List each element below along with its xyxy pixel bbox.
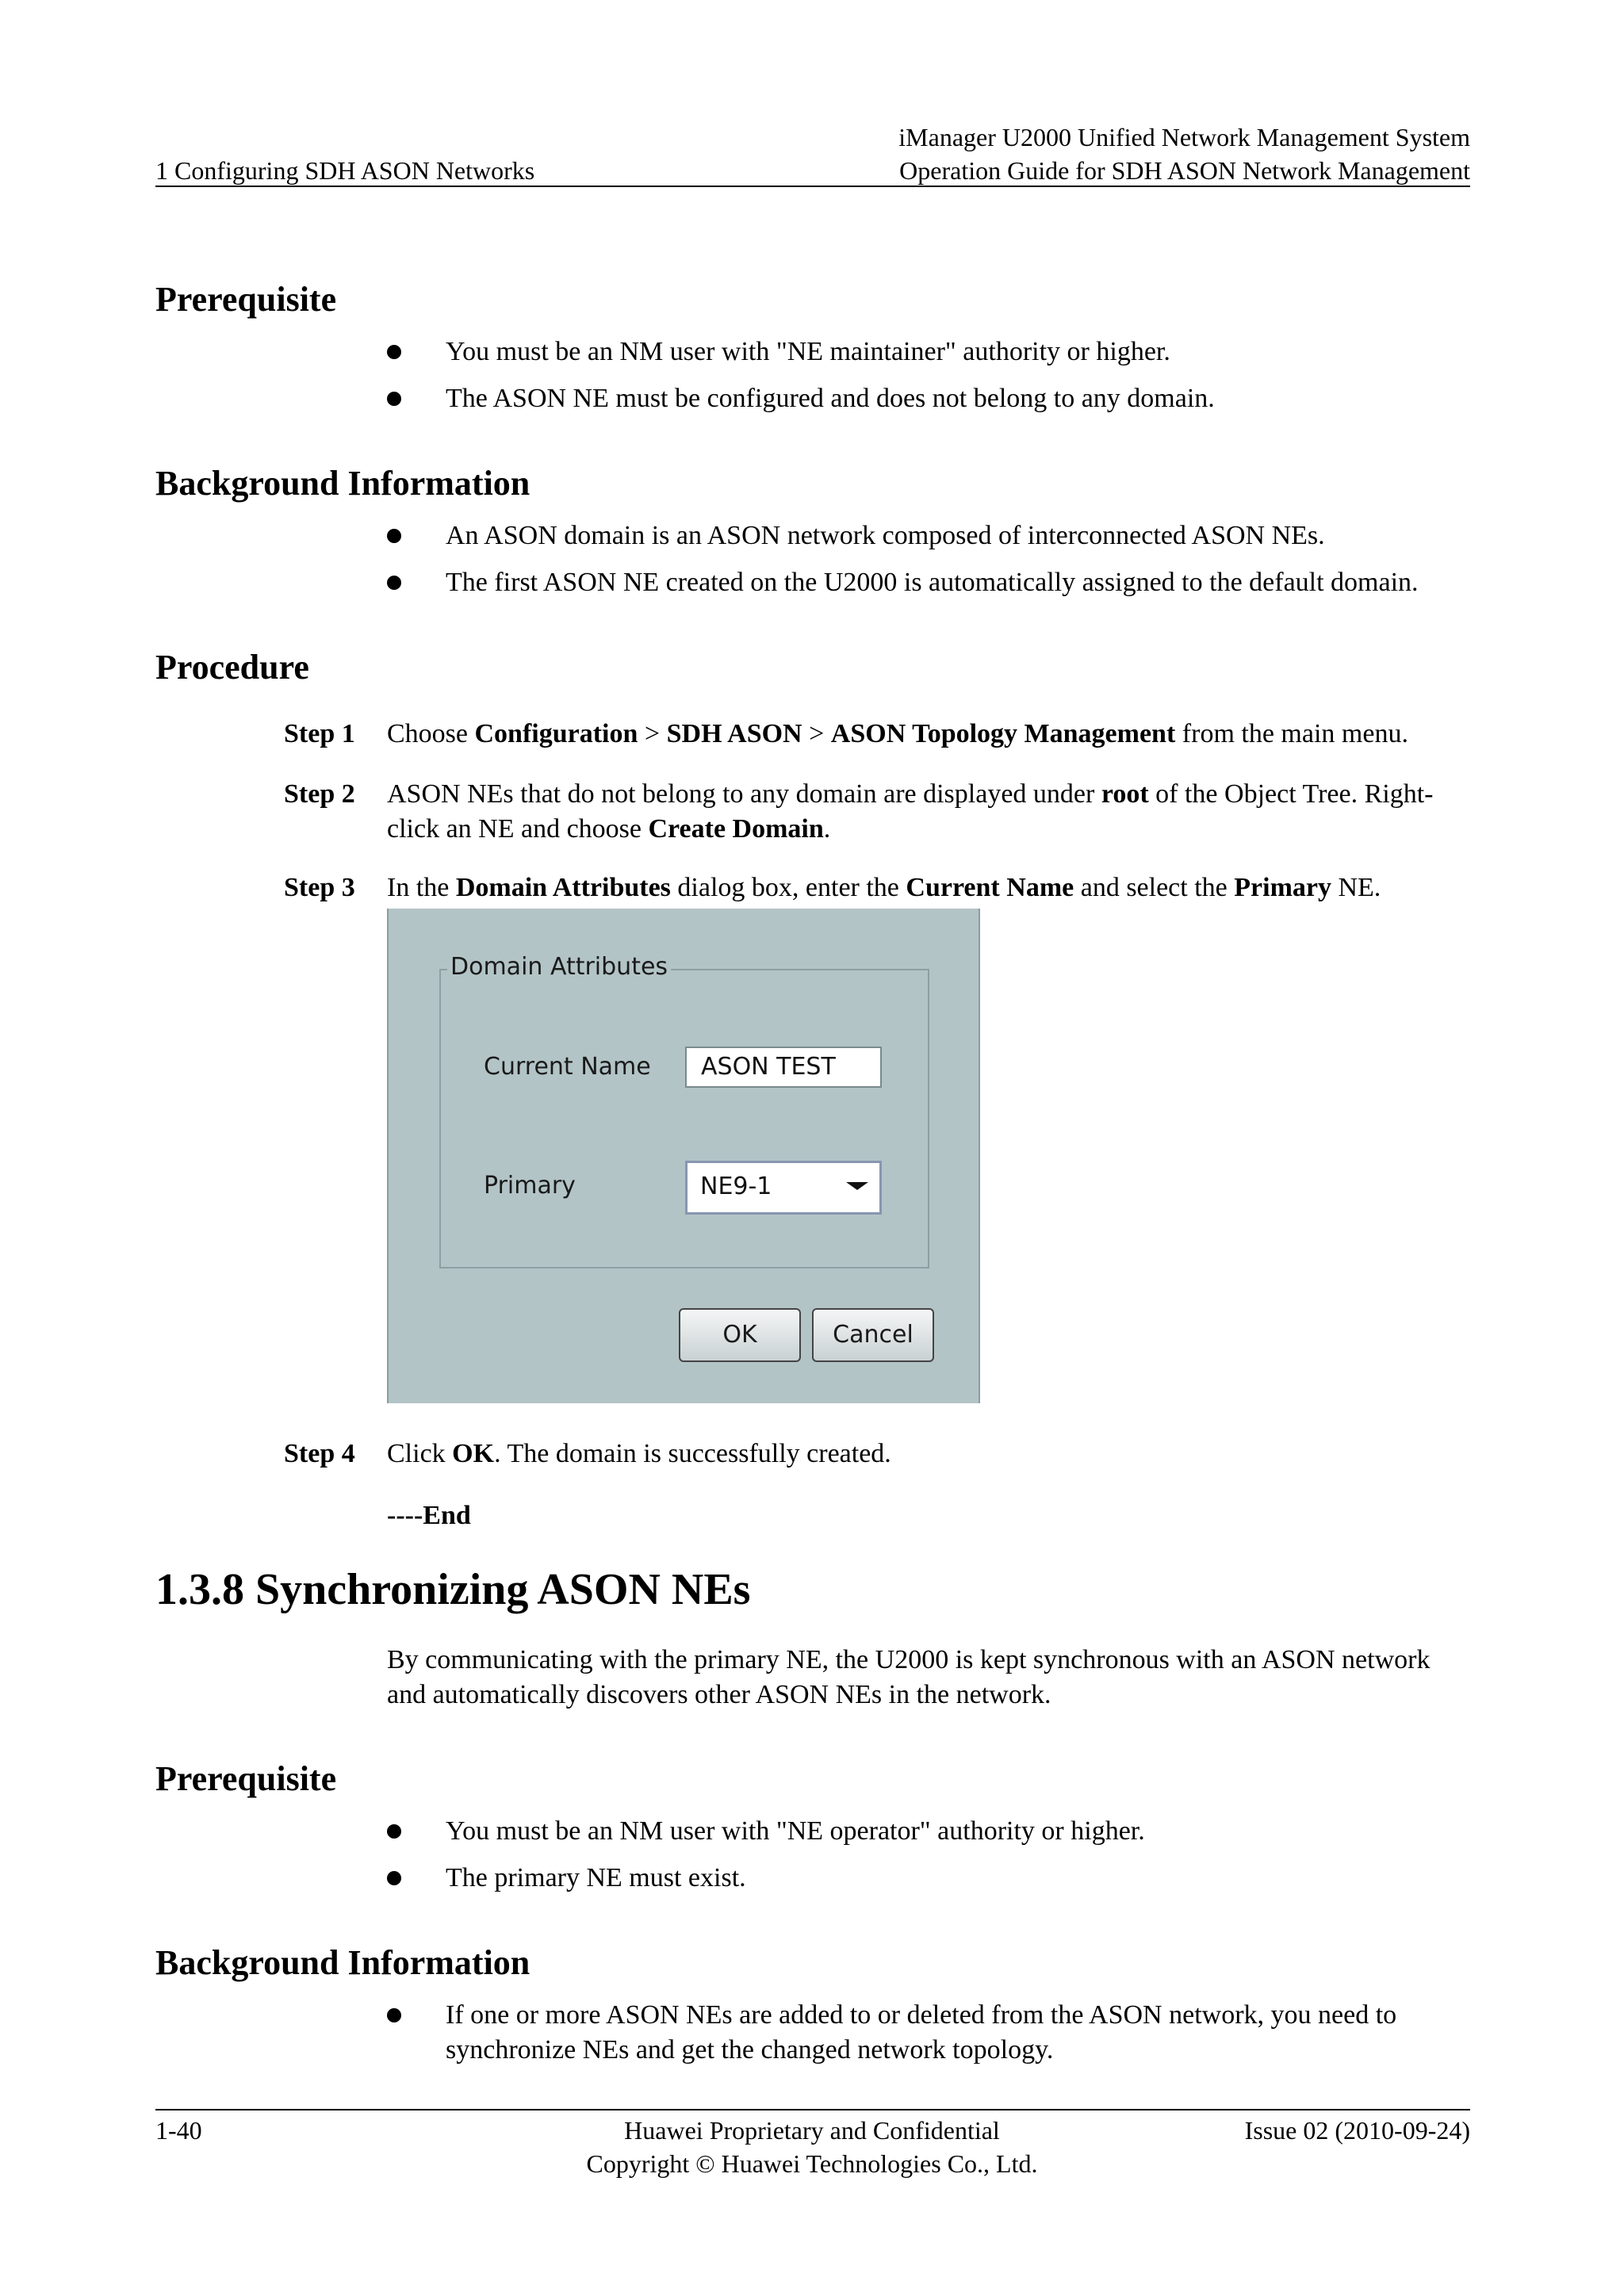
background-heading: Background Information	[155, 464, 530, 503]
bullet-icon	[387, 1871, 401, 1885]
primary-label: Primary	[484, 1172, 576, 1200]
step-text: In the Domain Attributes dialog box, enter the Current Name and select the Primary NE.	[387, 873, 1381, 902]
background-heading: Background Information	[155, 1943, 530, 1982]
list-item: If one or more ASON NEs are added to or deleted from the ASON network, you need to synchronize NEs and get the changed network topology.	[387, 1998, 1473, 2068]
footer-confidential: Huawei Proprietary and Confidential	[624, 2116, 1000, 2145]
section-title: 1.3.8 Synchronizing ASON NEs	[155, 1565, 751, 1614]
primary-select[interactable]	[685, 1161, 882, 1215]
footer-issue: Issue 02 (2010-09-24)	[1244, 2116, 1470, 2145]
procedure-step	[284, 717, 1473, 752]
step-label: Step 1	[284, 719, 355, 748]
current-name-label: Current Name	[484, 1053, 651, 1081]
step-label: Step 4	[284, 1439, 355, 1468]
bullet-icon	[387, 529, 401, 543]
procedure-heading: Procedure	[155, 648, 309, 687]
bullet-icon	[387, 1824, 401, 1839]
ok-button[interactable]: OK	[679, 1308, 801, 1362]
prerequisite-heading: Prerequisite	[155, 280, 337, 319]
current-name-input[interactable]: ASON TEST	[685, 1047, 882, 1088]
procedure-step	[284, 871, 1473, 905]
step-text: Click OK. The domain is successfully created.	[387, 1439, 891, 1468]
header-product-title: iManager U2000 Unified Network Management System	[898, 123, 1470, 151]
cancel-button[interactable]: Cancel	[812, 1308, 934, 1362]
bullet-icon	[387, 2008, 401, 2022]
procedure-step	[284, 777, 1473, 847]
bullet-icon	[387, 345, 401, 359]
domain-attributes-group	[439, 969, 929, 1269]
step-text: ASON NEs that do not belong to any domain are displayed under root of the Object Tree. Right-click an NE and choose Create Domain.	[387, 779, 1434, 844]
chevron-down-icon[interactable]	[846, 1182, 868, 1190]
step-label: Step 2	[284, 779, 355, 809]
footer-center	[495, 2114, 1129, 2180]
group-title: Domain Attributes	[447, 953, 671, 981]
bullet-icon	[387, 392, 401, 406]
primary-selected-value: NE9-1	[700, 1173, 772, 1200]
header-rule	[155, 186, 1470, 187]
header-guide-title: Operation Guide for SDH ASON Network Management	[899, 156, 1470, 185]
header-chapter-title: 1 Configuring SDH ASON Networks	[155, 156, 535, 185]
running-header-right	[898, 121, 1470, 187]
bullet-icon	[387, 576, 401, 590]
step-label: Step 3	[284, 873, 355, 902]
end-marker: ----End	[387, 1501, 471, 1530]
footer-rule	[155, 2109, 1470, 2110]
procedure-step	[284, 1437, 1473, 1471]
domain-attributes-dialog	[387, 909, 980, 1403]
section-intro: By communicating with the primary NE, the U2000 is kept synchronous with an ASON network and automatically discovers other ASON NEs in the network.	[387, 1645, 1431, 1709]
page-number: 1-40	[155, 2116, 202, 2145]
footer-copyright: Copyright © Huawei Technologies Co., Ltd.	[586, 2149, 1038, 2178]
prerequisite-heading: Prerequisite	[155, 1759, 337, 1798]
step-text: Choose Configuration > SDH ASON > ASON Topology Management from the main menu.	[387, 719, 1408, 748]
